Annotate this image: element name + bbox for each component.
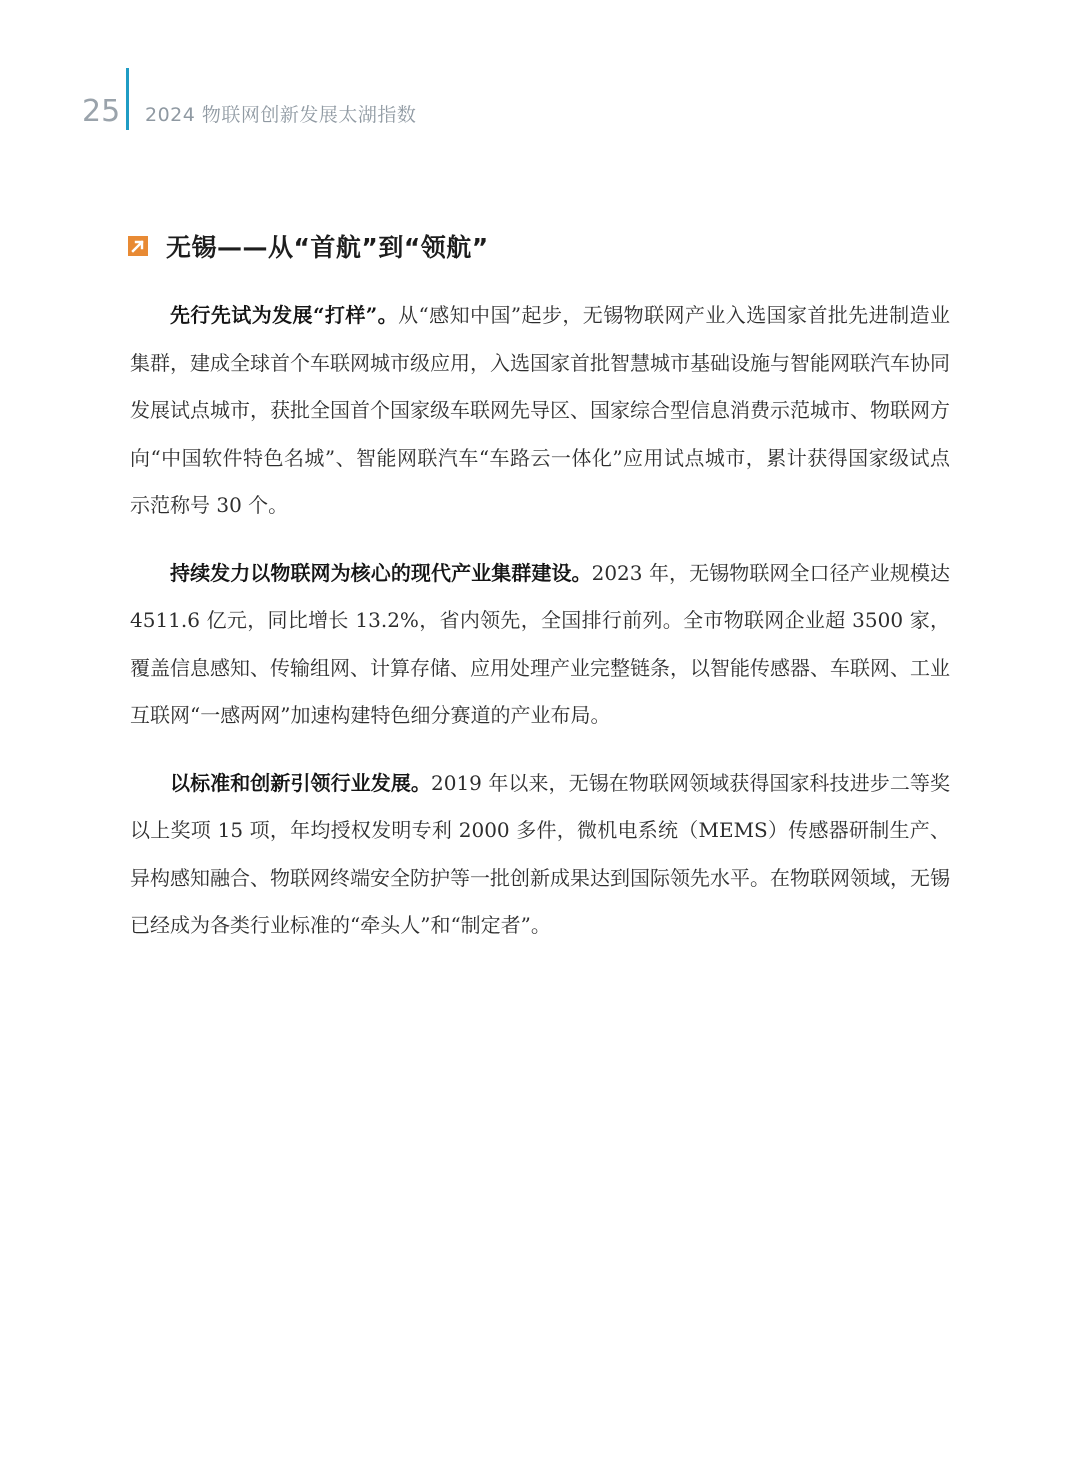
header-divider bbox=[126, 68, 129, 130]
section-title: 无锡——从“首航”到“领航” bbox=[166, 233, 489, 262]
paragraph-lead: 以标准和创新引领行业发展。 bbox=[170, 770, 431, 795]
page-header bbox=[0, 62, 1080, 132]
arrow-up-right-icon bbox=[128, 236, 148, 256]
report-title: 2024 物联网创新发展太湖指数 bbox=[145, 104, 417, 126]
paragraph-industry-cluster bbox=[130, 550, 950, 740]
paragraph-text: 2023 年，无锡物联网全口径产业规模达 4511.6 亿元，同比增长 13.2%，省内领先，全国排行前列。全市物联网企业超 3500 家，覆盖信息感知、传输组网、计算存储、应用处理产业完整链条，以智能传感器、车联网、工业互联网“一感两网”加速构建特色细分赛道的产业布局。 bbox=[130, 560, 951, 727]
paragraph-lead: 持续发力以物联网为核心的现代产业集群建设。 bbox=[170, 560, 592, 585]
paragraph-pilot bbox=[130, 292, 950, 530]
paragraph-lead: 先行先试为发展“打样”。 bbox=[170, 303, 399, 327]
paragraph-text: 从“感知中国”起步，无锡物联网产业入选国家首批先进制造业集群，建成全球首个车联网城市级应用，入选国家首批智慧城市基础设施与智能网联汽车协同发展试点城市，获批全国首个国家级车联网先导区、国家综合型信息消费示范城市、物联网方向“中国软件特色名城”、智能网联汽车“车路云一体化”应用试点城市，累计获得国家级试点示范称号 30 个。 bbox=[130, 303, 951, 517]
section-heading bbox=[128, 226, 489, 266]
article-body bbox=[130, 292, 950, 970]
paragraph-innovation bbox=[130, 760, 950, 950]
page-number: 25 bbox=[82, 94, 121, 129]
paragraph-text: 2019 年以来，无锡在物联网领域获得国家科技进步二等奖以上奖项 15 项，年均授权发明专利 2000 多件，微机电系统（MEMS）传感器研制生产、异构感知融合、物联网终端安全防护等一批创新成果达到国际领先水平。在物联网领域，无锡已经成为各类行业标准的“牵头人”和“制定者”。 bbox=[130, 770, 951, 937]
